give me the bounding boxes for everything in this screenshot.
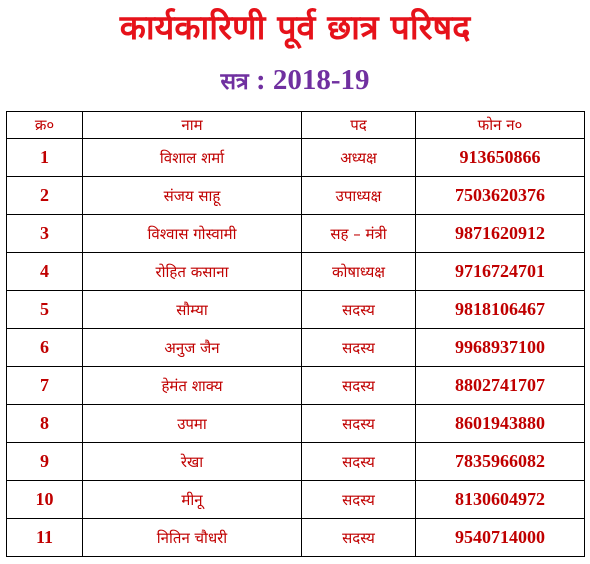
row-name: अनुज जैन: [83, 329, 302, 367]
table-row: [7, 405, 585, 443]
row-post: सदस्य: [302, 291, 416, 329]
row-serial: 4: [7, 253, 83, 291]
row-post: कोषाध्यक्ष: [302, 253, 416, 291]
row-name: नितिन चौधरी: [83, 519, 302, 557]
row-name: मीनू: [83, 481, 302, 519]
committee-table: [6, 111, 585, 557]
table-row: [7, 253, 585, 291]
row-name: विश्वास गोस्वामी: [83, 215, 302, 253]
row-post: अध्यक्ष: [302, 139, 416, 177]
table-header-row: [7, 112, 585, 139]
table-row: [7, 139, 585, 177]
session-label: सत्र: [220, 69, 249, 95]
table-row: [7, 177, 585, 215]
row-phone: 8802741707: [416, 367, 585, 405]
row-serial: 5: [7, 291, 83, 329]
row-serial: 9: [7, 443, 83, 481]
row-phone: 9716724701: [416, 253, 585, 291]
page-title: कार्यकारिणी पूर्व छात्र परिषद: [119, 8, 471, 48]
session-separator: :: [255, 64, 266, 96]
row-post: सदस्य: [302, 329, 416, 367]
row-name: विशाल शर्मा: [83, 139, 302, 177]
row-serial: 2: [7, 177, 83, 215]
row-serial: 3: [7, 215, 83, 253]
row-serial: 11: [7, 519, 83, 557]
row-name: संजय साहू: [83, 177, 302, 215]
row-phone: 8601943880: [416, 405, 585, 443]
table-row: [7, 291, 585, 329]
row-post: सदस्य: [302, 443, 416, 481]
row-phone: 9968937100: [416, 329, 585, 367]
row-name: उपमा: [83, 405, 302, 443]
row-serial: 10: [7, 481, 83, 519]
row-phone: 7835966082: [416, 443, 585, 481]
row-post: सदस्य: [302, 481, 416, 519]
table-row: [7, 519, 585, 557]
row-phone: 913650866: [416, 139, 585, 177]
header-phone: फोन न०: [416, 112, 585, 139]
row-phone: 8130604972: [416, 481, 585, 519]
row-phone: 9540714000: [416, 519, 585, 557]
row-post: उपाध्यक्ष: [302, 177, 416, 215]
session-value: 2018-19: [272, 64, 370, 96]
row-name: हेमंत शाक्य: [83, 367, 302, 405]
session-line: [0, 62, 590, 100]
header-serial: क्र०: [7, 112, 83, 139]
table-row: [7, 215, 585, 253]
row-post: सदस्य: [302, 519, 416, 557]
row-phone: 7503620376: [416, 177, 585, 215]
header-post: पद: [302, 112, 416, 139]
row-name: रोहित कसाना: [83, 253, 302, 291]
row-serial: 7: [7, 367, 83, 405]
row-serial: 1: [7, 139, 83, 177]
header-name: नाम: [83, 112, 302, 139]
row-post: सह – मंत्री: [302, 215, 416, 253]
table-row: [7, 443, 585, 481]
table-row: [7, 329, 585, 367]
row-post: सदस्य: [302, 367, 416, 405]
table-row: [7, 367, 585, 405]
row-name: सौम्या: [83, 291, 302, 329]
row-phone: 9818106467: [416, 291, 585, 329]
row-phone: 9871620912: [416, 215, 585, 253]
row-serial: 8: [7, 405, 83, 443]
row-post: सदस्य: [302, 405, 416, 443]
row-serial: 6: [7, 329, 83, 367]
table-row: [7, 481, 585, 519]
row-name: रेखा: [83, 443, 302, 481]
